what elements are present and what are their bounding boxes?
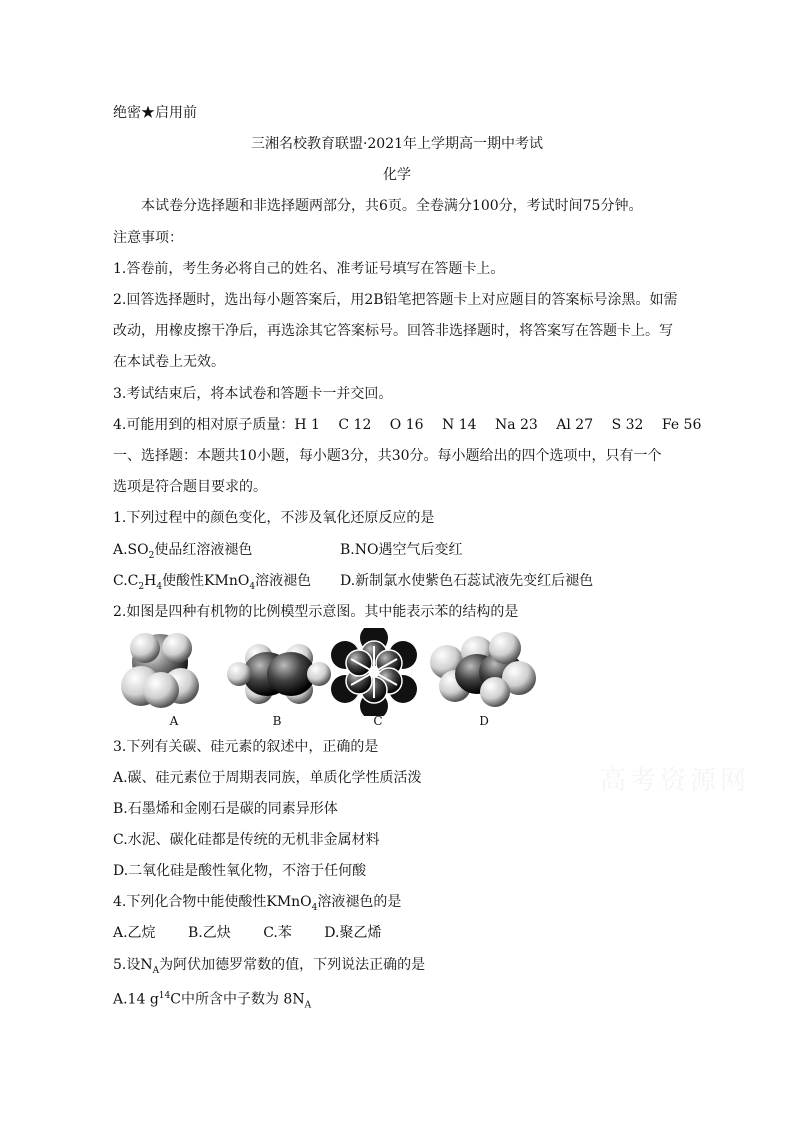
model-c-image xyxy=(331,628,417,716)
section-1-line-1: 一、选择题：本题共10小题，每小题3分，共30分。每小题给出的四个选项中，只有一个 xyxy=(113,448,662,464)
q1-option-c: $C.C_2H_4$使酸性KMnO$_4$溶液褪色 xyxy=(113,573,312,592)
intro-text: 本试卷分选择题和非选择题两部分，共6页。全卷满分100分，考试时间75分钟。 xyxy=(141,198,643,214)
note-3: 3.考试结束后，将本试卷和答题卡一并交回。 xyxy=(113,386,393,402)
model-d-label: D xyxy=(479,714,489,728)
note-2-line-2: 改动，用橡皮擦干净后，再选涂其它答案标号。回答非选择题时，将答案写在答题卡上。写 xyxy=(113,323,673,339)
model-a-label: A xyxy=(169,714,179,728)
q3-option-b: B.石墨烯和金刚石是碳的同素异形体 xyxy=(113,801,338,817)
q5-stem: 5.设$N_A$为阿伏加德罗常数的值，下列说法正确的是 xyxy=(113,957,426,976)
q1-stem: 1.下列过程中的颜色变化，不涉及氧化还原反应的是 xyxy=(113,510,435,526)
notes-heading: 注意事项： xyxy=(113,230,183,246)
note-2-line-3: 在本试卷上无效。 xyxy=(113,354,225,370)
note-4: 4.可能用到的相对原子质量：H 1 C 12 O 16 N 14 Na 23 Al 27 S 32 Fe 56 xyxy=(113,417,702,433)
q3-stem: 3.下列有关碳、硅元素的叙述中，正确的是 xyxy=(113,739,379,755)
subject-title: 化学 xyxy=(383,167,411,183)
q5-option-a: A.14 $g^{14}C$中所含中子数为 $8N_A$ xyxy=(113,991,312,1011)
model-b-label: B xyxy=(272,714,282,728)
q1-option-b: B.NO遇空气后变红 xyxy=(340,542,463,558)
model-b-image xyxy=(227,644,331,704)
q3-option-c: C.水泥、碳化硅都是传统的无机非金属材料 xyxy=(113,832,380,848)
section-1-line-2: 选项是符合题目要求的。 xyxy=(113,479,267,495)
q4-options: A.乙烷 B.乙炔 C.苯 D.聚乙烯 xyxy=(113,925,382,941)
q1-option-d: D.新制氯水使紫色石蕊试液先变红后褪色 xyxy=(340,573,594,589)
note-1: 1.答卷前，考生务必将自己的姓名、准考证号填写在答题卡上。 xyxy=(113,261,505,277)
molecule-models-figure xyxy=(117,628,537,716)
exam-title: 三湘名校教育联盟·2021年上学期高一期中考试 xyxy=(250,136,544,152)
model-a-image xyxy=(121,633,199,708)
watermark: 高考资源网 xyxy=(600,766,751,796)
q1-option-a: $A.SO_2$使品红溶液褪色 xyxy=(113,542,253,561)
secret-label: 绝密★启用前 xyxy=(113,105,197,121)
model-c-label: C xyxy=(373,714,383,728)
q3-option-d: D.二氧化硅是酸性氧化物，不溶于任何酸 xyxy=(113,863,367,879)
q4-stem: 4.下列化合物中能使酸性KMnO$_4$溶液褪色的是 xyxy=(113,894,402,913)
note-2-line-1: 2.回答选择题时，选出每小题答案后，用2B铅笔把答题卡上对应题目的答案标号涂黑。如需 xyxy=(113,292,678,308)
q2-stem: 2.如图是四种有机物的比例模型示意图。其中能表示苯的结构的是 xyxy=(113,604,519,620)
q3-option-a: A.碳、硅元素位于周期表同族，单质化学性质活泼 xyxy=(113,770,422,786)
model-d-image xyxy=(430,632,536,707)
